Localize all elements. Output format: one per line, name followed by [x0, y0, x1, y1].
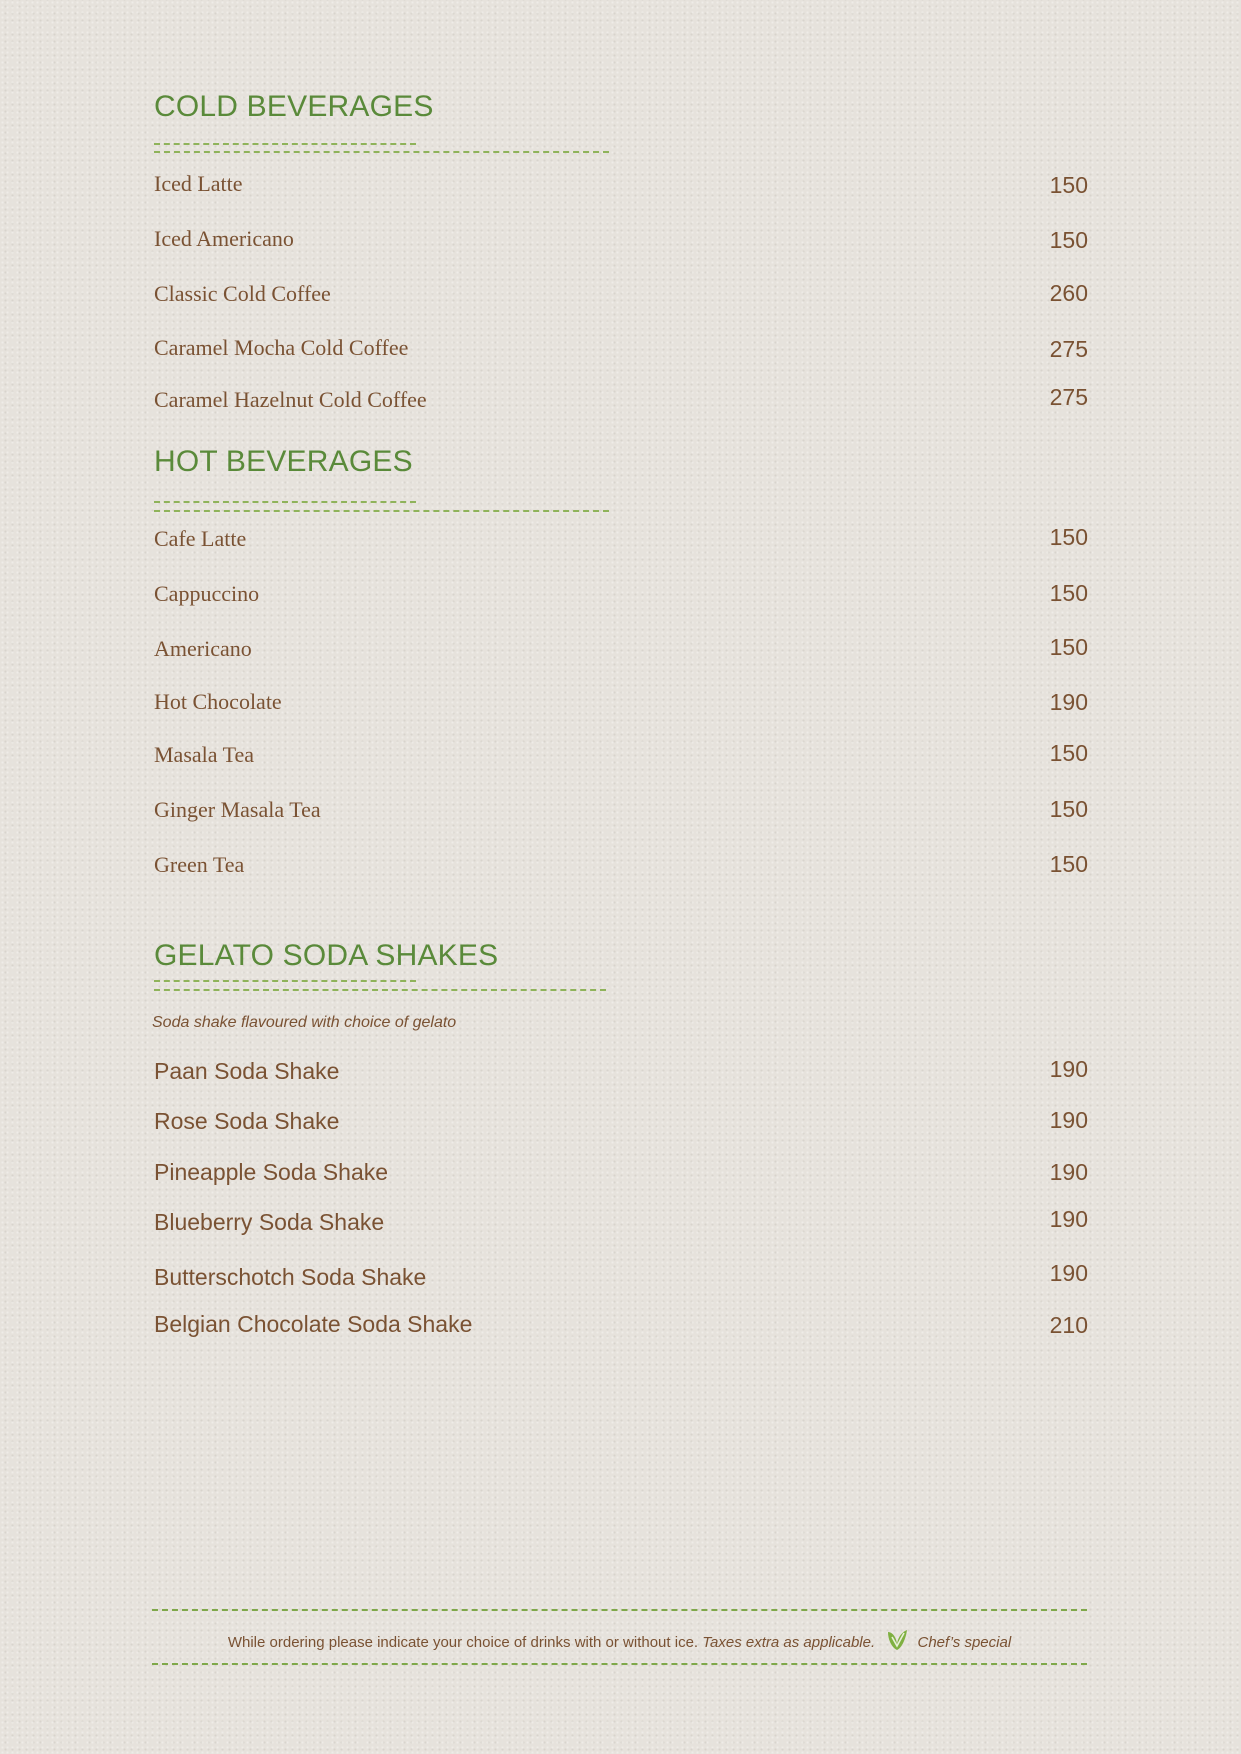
menu-item-price: 150: [1049, 172, 1088, 198]
section-title-gelato-soda-shakes: GELATO SODA SHAKES: [154, 939, 499, 972]
menu-item-price: 150: [1049, 580, 1088, 606]
menu-item-price: 190: [1049, 1206, 1088, 1232]
menu-item-name: Butterschotch Soda Shake: [154, 1264, 427, 1290]
section-title-hot-beverages: HOT BEVERAGES: [154, 445, 413, 478]
menu-item-price: 190: [1049, 1260, 1088, 1286]
menu-item-name: Hot Chocolate: [154, 689, 282, 714]
menu-item-price: 260: [1049, 280, 1088, 306]
menu-item-price: 150: [1049, 796, 1088, 822]
menu-item-price: 150: [1049, 634, 1088, 660]
menu-item-price: 190: [1049, 1159, 1088, 1185]
menu-item-name: Paan Soda Shake: [154, 1058, 340, 1084]
section-title-cold-beverages: COLD BEVERAGES: [154, 90, 434, 123]
menu-item-name: Ginger Masala Tea: [154, 797, 321, 822]
footer-divider-top: [152, 1609, 1087, 1611]
section-note: Soda shake flavoured with choice of gelato: [152, 1014, 457, 1031]
menu-item-name: Iced Americano: [154, 226, 294, 251]
title-underline-long: [154, 151, 609, 153]
menu-item-name: Cappuccino: [154, 581, 260, 606]
menu-item-price: 150: [1049, 524, 1088, 550]
menu-item-name: Pineapple Soda Shake: [154, 1159, 389, 1185]
menu-item-name: Belgian Chocolate Soda Shake: [154, 1311, 473, 1337]
menu-item-name: Americano: [154, 636, 252, 661]
menu-item-name: Masala Tea: [154, 742, 255, 767]
menu-item-name: Blueberry Soda Shake: [154, 1209, 385, 1235]
menu-item-price: 190: [1049, 1107, 1088, 1133]
menu-item-price: 190: [1049, 1056, 1088, 1082]
footer-ice-note: While ordering please indicate your choice of drinks with or without ice.: [227, 1634, 699, 1651]
menu-item-price: 150: [1049, 227, 1088, 253]
title-underline-short: [154, 143, 416, 145]
footer-chef-special: Chef’s special: [917, 1634, 1012, 1651]
menu-item-name: Classic Cold Coffee: [154, 281, 331, 306]
title-underline-long: [154, 989, 606, 991]
footer-note: [152, 1628, 1087, 1656]
menu-item-name: Caramel Mocha Cold Coffee: [154, 335, 409, 360]
menu-item-name: Rose Soda Shake: [154, 1108, 340, 1134]
menu-item-price: 150: [1049, 740, 1088, 766]
footer-divider-bottom: [152, 1663, 1087, 1665]
menu-item-price: 210: [1049, 1312, 1088, 1338]
menu-item-price: 190: [1049, 689, 1088, 715]
menu-item-name: Iced Latte: [154, 171, 243, 196]
menu-item-name: Green Tea: [154, 852, 245, 877]
menu-item-price: 150: [1049, 851, 1088, 877]
title-underline-short: [154, 980, 416, 982]
title-underline-long: [154, 510, 609, 512]
footer-tax-note: Taxes extra as applicable.: [702, 1634, 876, 1651]
menu-item-price: 275: [1049, 336, 1088, 362]
menu-item-name: Caramel Hazelnut Cold Coffee: [154, 387, 427, 412]
leaf-check-icon: [885, 1628, 909, 1656]
menu-item-price: 275: [1049, 384, 1088, 410]
title-underline-short: [154, 501, 416, 503]
menu-item-name: Cafe Latte: [154, 526, 247, 551]
